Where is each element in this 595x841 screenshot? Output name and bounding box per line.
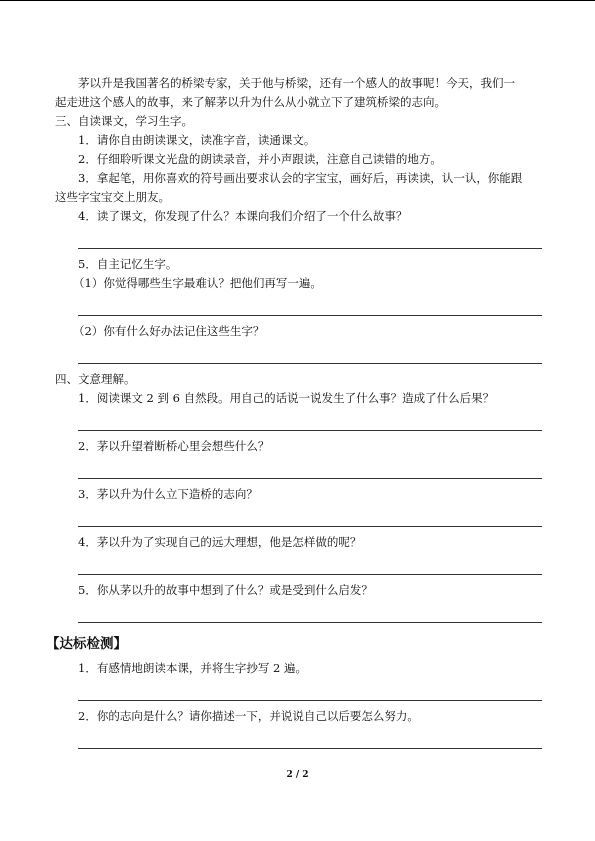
section-3-item-3-line-1: 3．拿起笔，用你喜欢的符号画出要求认会的字宝宝，画好后，再读读，认一认，你能跟 xyxy=(78,171,523,185)
section-3-item-1: 1．请你自由朗读课文，读准字音，读通课文。 xyxy=(78,133,316,147)
section-3-item-5-sub-2: （2）你有什么好办法记住这些生字？ xyxy=(73,324,265,338)
section-4-question-3: 3．茅以升为什么立下造桥的志向？ xyxy=(78,487,258,501)
intro-line-1: 茅以升是我国著名的桥梁专家，关于他与桥梁，还有一个感人的故事呢！今天，我们一 xyxy=(78,76,515,90)
section-4-title: 四、文意理解。 xyxy=(55,372,136,386)
assessment-title: 【达标检测】 xyxy=(46,636,127,652)
section-3-item-2: 2．仔细聆听课文光盘的朗读录音，并小声跟读，注意自己读错的地方。 xyxy=(78,152,442,166)
assessment-question-1: 1．有感情地朗读本课，并将生字抄写 2 遍。 xyxy=(78,661,307,675)
worksheet-content xyxy=(46,74,547,749)
section-3-item-3-line-2: 这些字宝宝交上朋友。 xyxy=(55,190,170,204)
section-4-question-1: 1．阅读课文 2 到 6 自然段。用自己的话说一说发生了什么事？造成了什么后果？ xyxy=(78,391,495,405)
section-3-item-4: 4．读了课文，你发现了什么？本课向我们介绍了一个什么故事？ xyxy=(78,209,408,223)
section-4-question-5: 5．你从茅以升的故事中想到了什么？或是受到什么启发？ xyxy=(78,583,373,597)
section-3-item-5: 5．自主记忆生字。 xyxy=(78,257,178,271)
intro-line-2: 起走进这个感人的故事，来了解茅以升为什么从小就立下了建筑桥梁的志向。 xyxy=(55,95,446,109)
section-4-question-2: 2．茅以升望着断桥心里会想些什么？ xyxy=(78,439,270,453)
answer-line[interactable] xyxy=(78,748,542,749)
section-4-question-4: 4．茅以升为了实现自己的远大理想，他是怎样做的呢？ xyxy=(78,535,362,549)
assessment-question-2: 2．你的志向是什么？请你描述一下，并说说自己以后要怎么努力。 xyxy=(78,709,419,723)
section-3-title: 三、自读课文，学习生字。 xyxy=(55,114,193,128)
section-3-item-5-sub-1: （1）你觉得哪些生字最难认？把他们再写一遍。 xyxy=(73,276,322,290)
page-number: 2 / 2 xyxy=(286,770,309,780)
top-border-line xyxy=(0,0,595,1)
